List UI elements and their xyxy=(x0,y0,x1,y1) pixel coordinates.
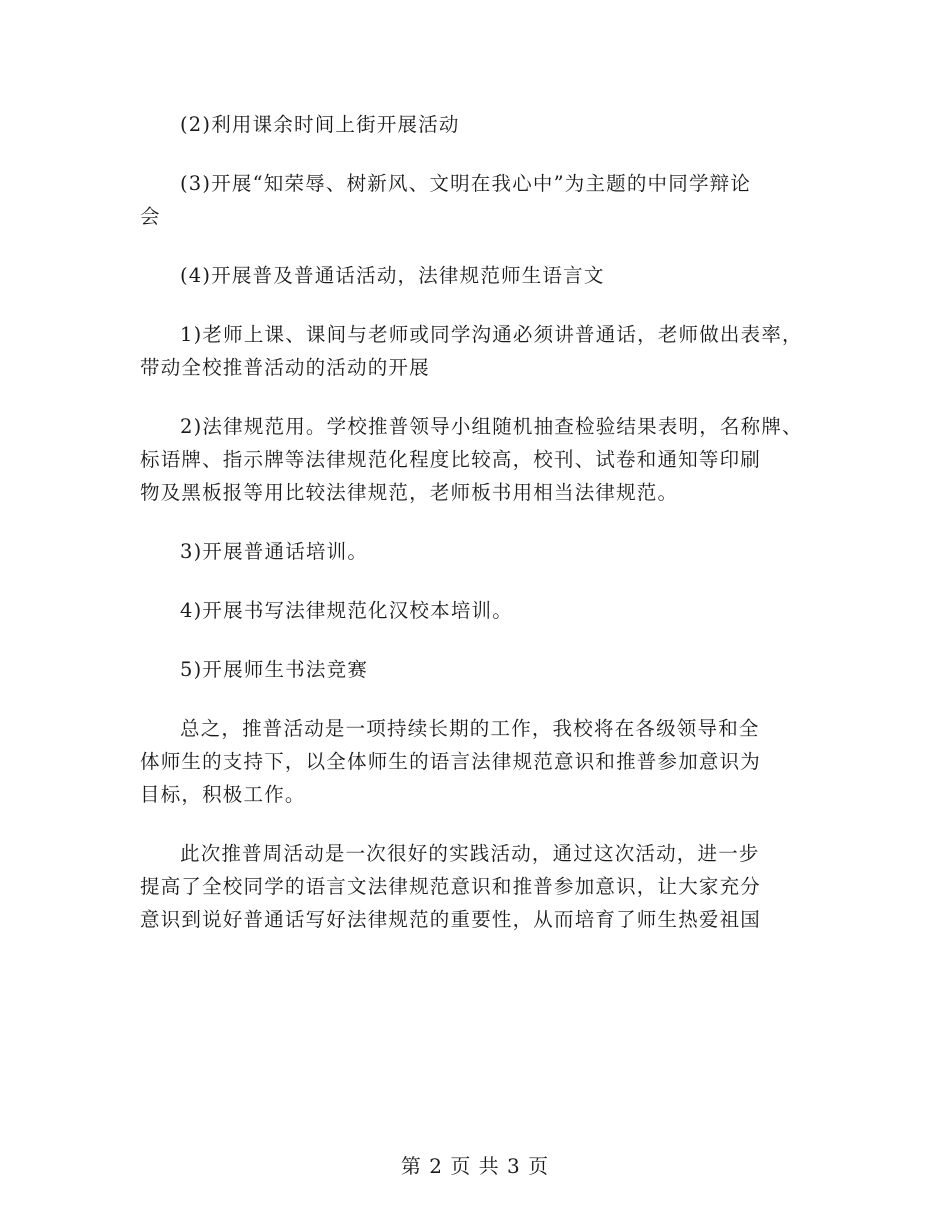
paragraph-activity-2 xyxy=(140,108,830,141)
paragraph-item-4 xyxy=(140,594,830,627)
paragraph-line: 体师生的支持下，以全体师生的语言法律规范意识和推普参加意识为 xyxy=(140,750,762,773)
paragraph-line: (2)利用课余时间上街开展活动 xyxy=(180,113,460,136)
paragraph-conclusion xyxy=(140,837,830,936)
paragraph-line: 带动全校推普活动的活动的开展 xyxy=(140,356,430,379)
paragraph-item-2 xyxy=(140,410,830,509)
document-body xyxy=(140,108,830,962)
paragraph-line: 标语牌、指示牌等法律规范化程度比较高，校刊、试卷和通知等印刷 xyxy=(140,448,762,471)
paragraph-line: 会 xyxy=(140,205,161,228)
paragraph-line: (4)开展普及普通话活动，法律规范师生语言文 xyxy=(180,264,605,287)
paragraph-line: 1)老师上课、课间与老师或同学沟通必须讲普通话，老师做出表率， xyxy=(180,323,803,346)
paragraph-item-1 xyxy=(140,318,830,384)
paragraph-summary xyxy=(140,712,830,811)
paragraph-line: 此次推普周活动是一次很好的实践活动，通过这次活动，进一步 xyxy=(180,842,760,865)
paragraph-line: 3)开展普通话培训。 xyxy=(180,540,369,563)
paragraph-item-5 xyxy=(140,653,830,686)
page-number: 第 2 页 共 3 页 xyxy=(400,1154,550,1178)
paragraph-activity-4 xyxy=(140,259,830,292)
paragraph-line: 总之，推普活动是一项持续长期的工作，我校将在各级领导和全 xyxy=(180,717,760,740)
paragraph-line: 提高了全校同学的语言文法律规范意识和推普参加意识，让大家充分 xyxy=(140,875,762,898)
paragraph-line: 5)开展师生书法竞赛 xyxy=(180,658,369,681)
paragraph-activity-3 xyxy=(140,167,830,233)
paragraph-line: 意识到说好普通话写好法律规范的重要性，从而培育了师生热爱祖国 xyxy=(140,908,762,931)
paragraph-line: 4)开展书写法律规范化汉校本培训。 xyxy=(180,599,513,622)
paragraph-line: 物及黑板报等用比较法律规范，老师板书用相当法律规范。 xyxy=(140,481,679,504)
paragraph-line: 2)法律规范用。学校推普领导小组随机抽查检验结果表明，名称牌、 xyxy=(180,415,803,438)
paragraph-line: (3)开展“知荣辱、树新风、文明在我心中”为主题的中同学辩论 xyxy=(180,172,752,195)
paragraph-item-3 xyxy=(140,535,830,568)
paragraph-line: 目标，积极工作。 xyxy=(140,783,306,806)
